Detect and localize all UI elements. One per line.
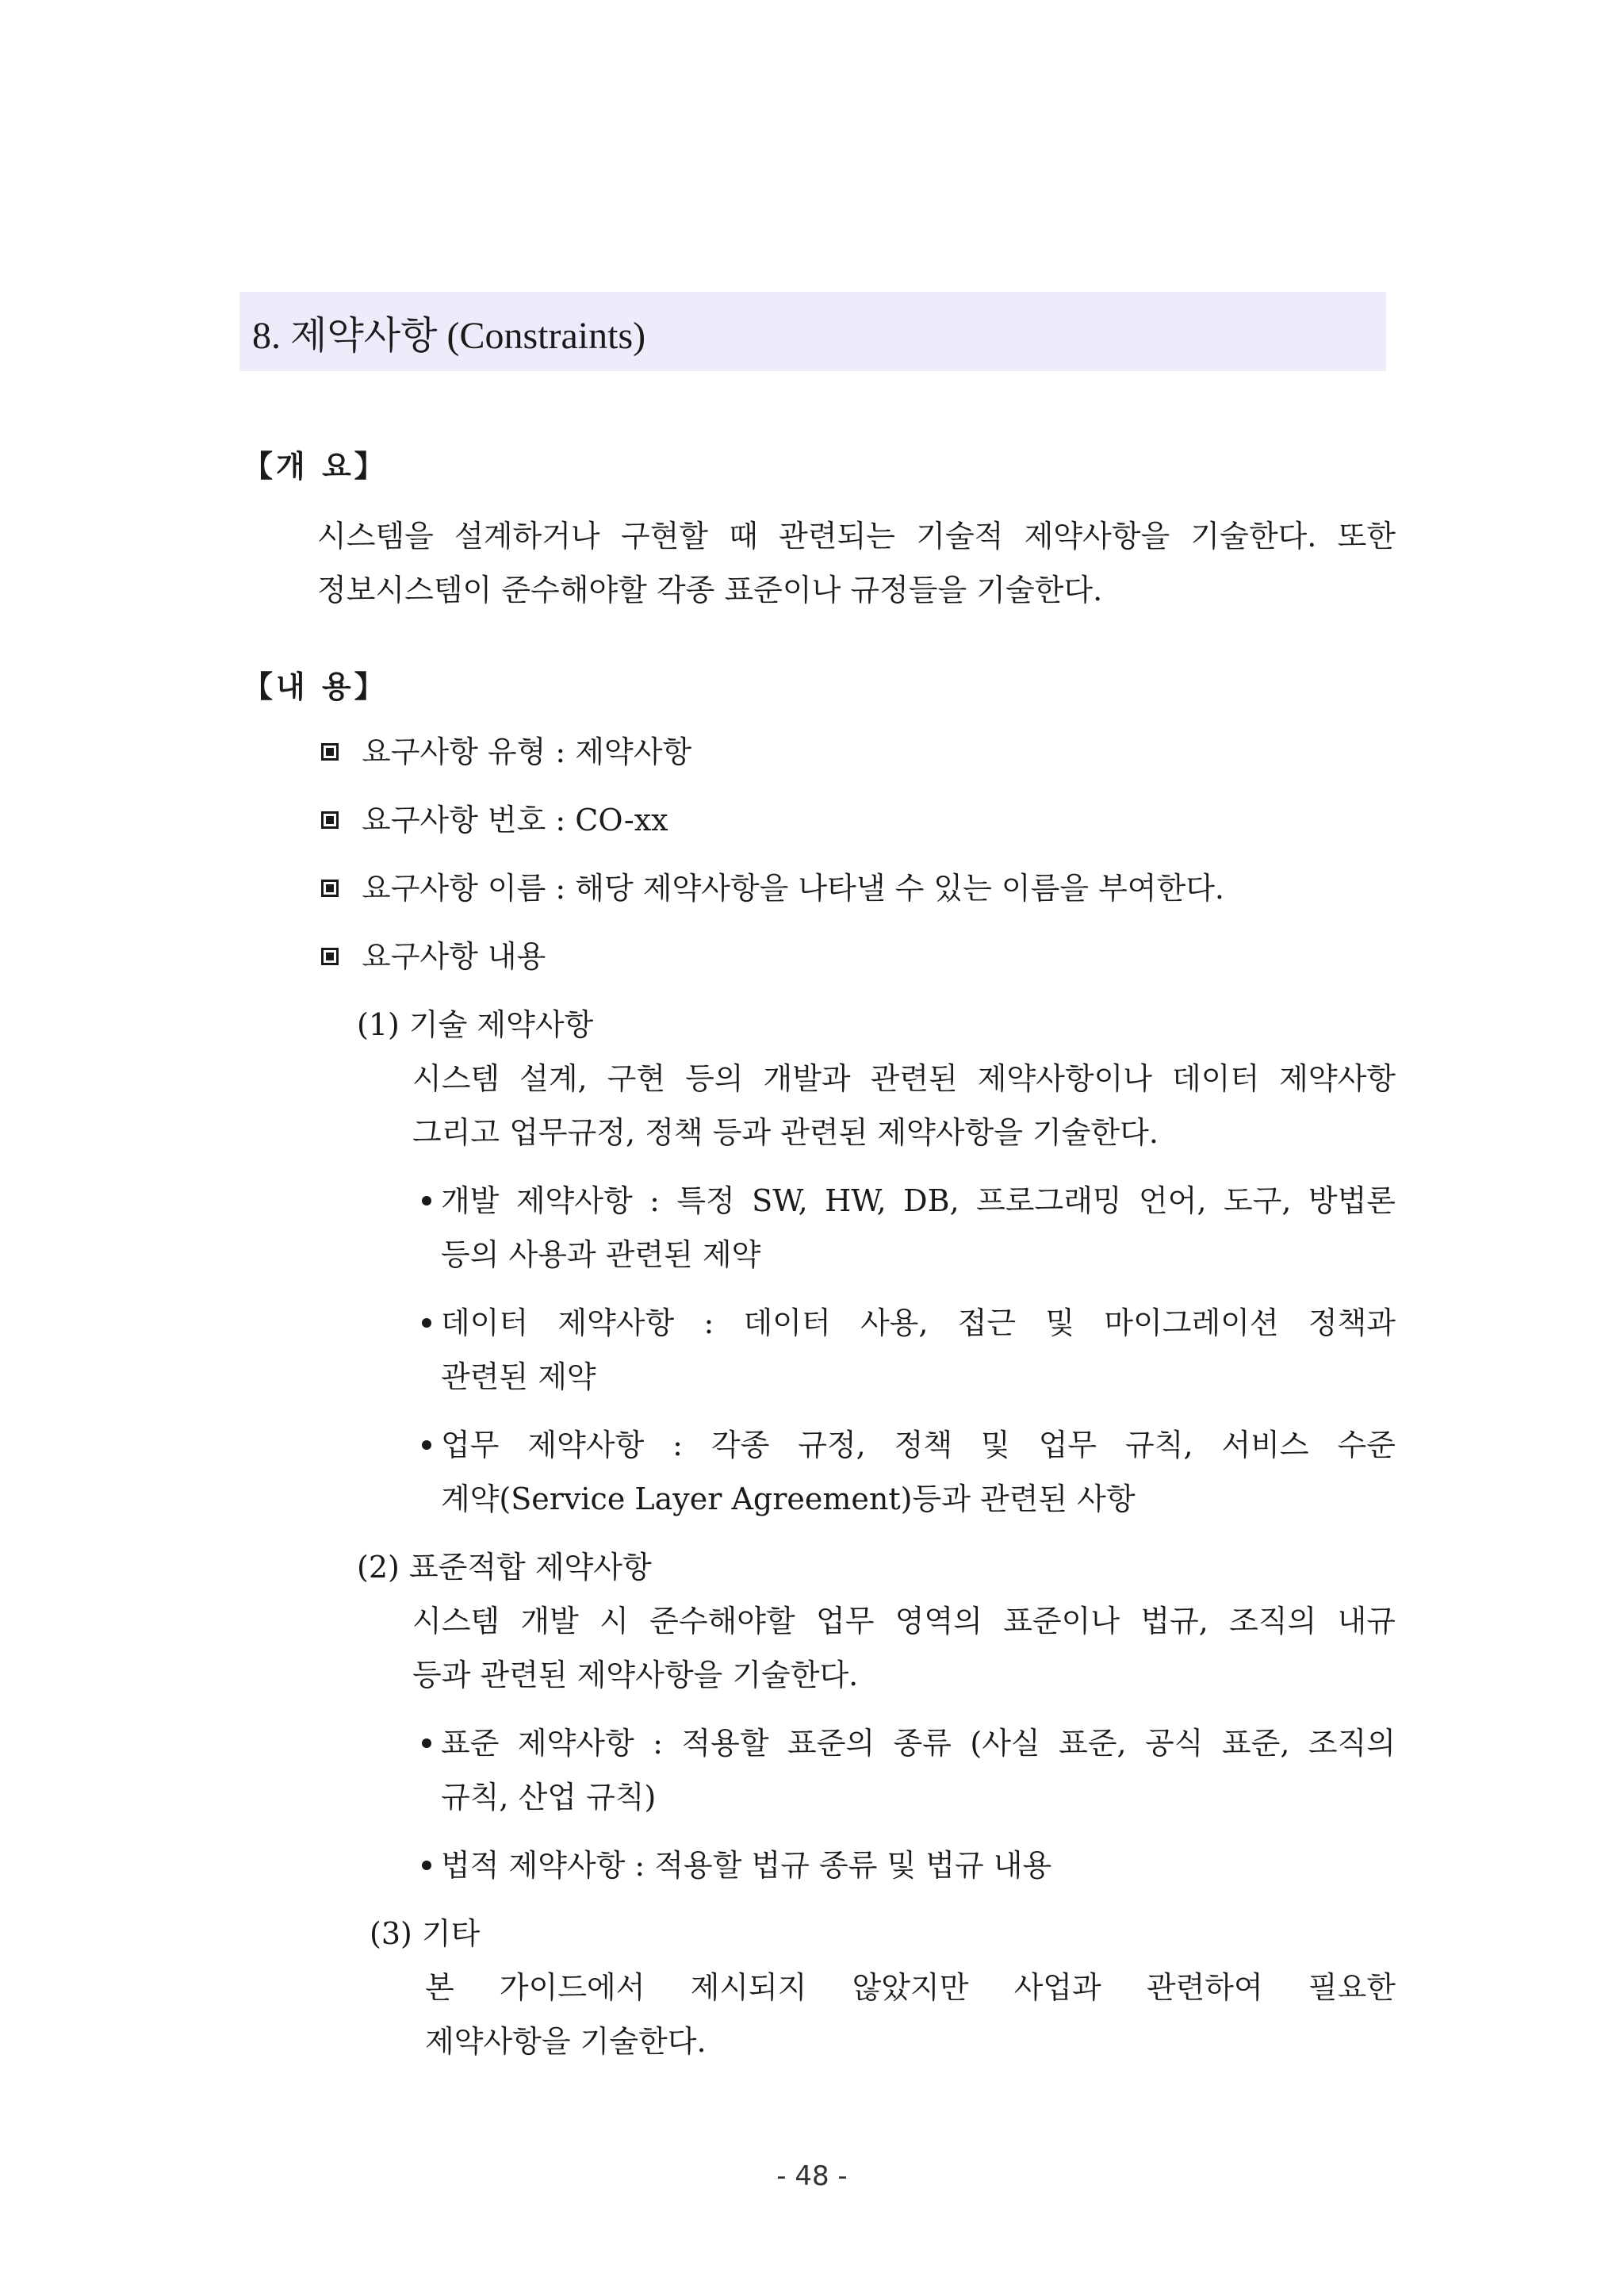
item-desc-line: 그리고 업무규정, 정책 등과 관련된 제약사항을 기술한다.	[412, 1115, 1159, 1150]
bullet-line: 표준 제약사항 : 적용할 표준의 종류 (사실 표준, 공식 표준, 조직의	[441, 1726, 1396, 1761]
content-heading: 【내 용】	[243, 669, 388, 704]
bullet-line: 규칙, 산업 규칙)	[441, 1780, 657, 1815]
bullet-line: 계약(Service Layer Agreement)등과 관련된 사항	[441, 1481, 1136, 1516]
page-number: - 48 -	[776, 2160, 848, 2192]
item-title-technical: (1) 기술 제약사항	[357, 1007, 594, 1042]
bullet-line: 개발 제약사항 : 특정 SW, HW, DB, 프로그래밍 언어, 도구, 방법론	[441, 1183, 1396, 1218]
item-desc-line: 시스템 개발 시 준수해야할 업무 영역의 표준이나 법규, 조직의 내규	[412, 1604, 1396, 1639]
overview-line-2: 정보시스템이 준수해야할 각종 표준이나 규정들을 기술한다.	[317, 573, 1103, 608]
field-requirement-content: 요구사항 내용	[362, 939, 546, 974]
bullet-line: 관련된 제약	[441, 1359, 596, 1394]
item-desc-line: 본 가이드에서 제시되지 않았지만 사업과 관련하여 필요한	[425, 1970, 1396, 2005]
field-requirement-type: 요구사항 유형 : 제약사항	[362, 734, 692, 769]
overview-line-1: 시스템을 설계하거나 구현할 때 관련되는 기술적 제약사항을 기술한다. 또한	[317, 519, 1396, 554]
item-title-standards: (2) 표준적합 제약사항	[357, 1550, 652, 1585]
section-title: 8. 제약사항 (Constraints)	[252, 315, 646, 357]
square-bullet-icon	[321, 880, 339, 897]
bullet-line: 법적 제약사항 : 적용할 법규 종류 및 법규 내용	[441, 1848, 1052, 1883]
item-desc-line: 등과 관련된 제약사항을 기술한다.	[412, 1658, 859, 1692]
bullet-dot-icon	[422, 1196, 431, 1205]
square-bullet-icon	[321, 811, 339, 829]
bullet-line: 등의 사용과 관련된 제약	[441, 1237, 761, 1272]
bullet-dot-icon	[422, 1738, 431, 1748]
overview-heading: 【개 요】	[243, 448, 388, 484]
bullet-dot-icon	[422, 1318, 431, 1328]
field-requirement-number: 요구사항 번호 : CO-xx	[362, 803, 668, 838]
bullet-line: 데이터 제약사항 : 데이터 사용, 접근 및 마이그레이션 정책과	[441, 1305, 1396, 1340]
square-bullet-icon	[321, 948, 339, 965]
item-desc-line: 시스템 설계, 구현 등의 개발과 관련된 제약사항이나 데이터 제약사항	[412, 1061, 1396, 1096]
bullet-dot-icon	[422, 1440, 431, 1450]
field-requirement-name: 요구사항 이름 : 해당 제약사항을 나타낼 수 있는 이름을 부여한다.	[362, 871, 1225, 906]
bullet-line: 업무 제약사항 : 각종 규정, 정책 및 업무 규칙, 서비스 수준	[441, 1428, 1396, 1462]
square-bullet-icon	[321, 743, 339, 761]
item-desc-line: 제약사항을 기술한다.	[425, 2024, 707, 2059]
item-title-other: (3) 기타	[370, 1916, 481, 1951]
bullet-dot-icon	[422, 1861, 431, 1870]
